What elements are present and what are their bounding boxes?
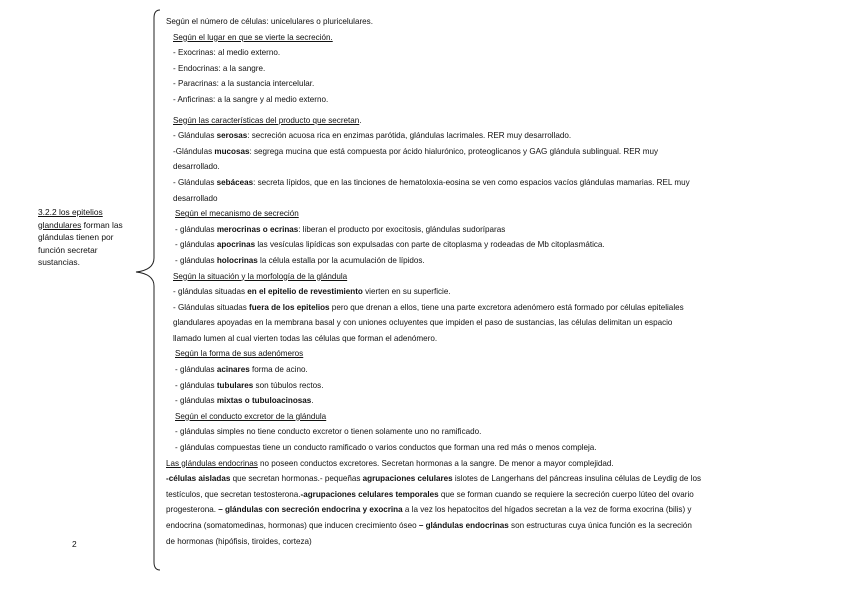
list-item: - glándulas holocrinas la célula estalla por la acumulación de lípidos.	[175, 255, 425, 265]
endocrine-line-4: progesterona. – glándulas con secreción endocrina y exocrina a la vez los hepatocitos del hígados secretan a la vez de forma exocrina (bilis) y	[166, 505, 692, 515]
line-num-celulas: Según el número de células: unicelulares o pluricelulares.	[166, 17, 373, 26]
list-item: - glándulas situadas en el epitelio de revestimiento vierten en su superficie.	[173, 287, 451, 297]
list-item-cont: desarrollado	[173, 193, 218, 203]
list-item: - glándulas tubulares son túbulos rectos.	[175, 380, 324, 390]
list-item-cont: desarrollado.	[173, 162, 220, 172]
list-item: - Glándulas situadas fuera de los epitelios pero que drenan a ellos, tiene una parte excretora adenómero está formado por células epiteliales	[173, 302, 684, 312]
list-item: - glándulas simples no tiene conducto excretor o tienen solamente uno no ramificado.	[175, 427, 482, 437]
list-item: - Anficrinas: a la sangre y al medio externo.	[173, 94, 329, 104]
list-item-cont: glandulares apoyadas en la membrana basal y con uniones ocluyentes que impiden el paso de sustancias, las células delimitan un espacio	[173, 318, 673, 328]
section-title-cont: glandulares	[38, 219, 82, 230]
endocrine-line-3: testículos, que secretan testosterona.-agrupaciones celulares temporales que se forman cuando se requiere la secreción cuerpo lúteo del ovario	[166, 489, 694, 499]
subheading-lugar: Según el lugar en que se vierte la secreción.	[173, 32, 333, 42]
list-item: - glándulas acinares forma de acino.	[175, 365, 308, 375]
endocrine-line-5: endocrina (somatomedinas, hormonas) que inducen crecimiento óseo – glándulas endocrinas son estructuras cuya única función es la secreción	[166, 521, 692, 530]
subheading-situacion: Según la situación y la morfología de la glándula	[173, 271, 348, 281]
section-text-2: glándulas tienen por	[38, 232, 114, 243]
list-item: - glándulas compuestas tiene un conducto ramificado o varios conductos que forman una red más o menos compleja.	[175, 443, 597, 453]
subheading-mecanismo: Según el mecanismo de secreción	[175, 209, 299, 219]
section-text-4: sustancias.	[38, 257, 80, 268]
subheading-conducto: Según el conducto excretor de la glándula	[175, 411, 327, 421]
section-text-3: función secretar	[38, 244, 98, 255]
outline-content	[166, 14, 836, 549]
list-item: - glándulas merocrinas o ecrinas: liberan el producto por exocitosis, glándulas sudoríparas	[175, 224, 506, 234]
curly-brace	[134, 8, 164, 574]
section-text-1: forman las	[81, 219, 123, 230]
list-item: - Paracrinas: a la sustancia intercelular.	[173, 79, 315, 89]
list-item: - Glándulas sebáceas: secreta lípidos, que en las tinciones de hematoloxia-eosina se ven como espacios vacíos glándulas mamarias. REL muy	[173, 177, 690, 187]
list-item: - Glándulas serosas: secreción acuosa rica en enzimas parótida, glándulas lacrimales. RER muy desarrollado.	[173, 131, 572, 141]
endocrine-line-6: de hormonas (hipófisis, tiroides, corteza)	[166, 536, 312, 546]
list-item: - Endocrinas: a la sangre.	[173, 63, 266, 73]
list-item-cont: llamado lumen al cual vierten todas las células que forman el adenómero.	[173, 333, 438, 343]
list-item: - glándulas apocrinas las vesículas lipídicas son expulsadas con parte de citoplasma y rodeadas de Mb citoplasmática.	[175, 240, 605, 250]
list-item: - Exocrinas: al medio externo.	[173, 48, 281, 58]
subheading-forma: Según la forma de sus adenómeros	[175, 349, 304, 359]
endocrine-line-1: Las glándulas endocrinas no poseen conductos excretores. Secretan hormonas a la sangre. De menor a mayor complejidad.	[166, 458, 614, 468]
list-item: - glándulas mixtas o tubuloacinosas.	[175, 396, 314, 406]
subheading-caract: Según las características del producto que secretan.	[173, 115, 362, 125]
list-item: -Glándulas mucosas: segrega mucina que está compuesta por ácido hialurónico, proteoglicanos y GAG glándula sublingual. RER muy	[173, 146, 659, 156]
page-number: 2	[72, 539, 77, 549]
section-title: 3.2.2 los epitelios	[38, 207, 103, 217]
endocrine-line-2: -células aisladas que secretan hormonas.- pequeñas agrupaciones celulares islotes de Langerhans del páncreas insulina células de Leydig de los	[166, 474, 701, 484]
